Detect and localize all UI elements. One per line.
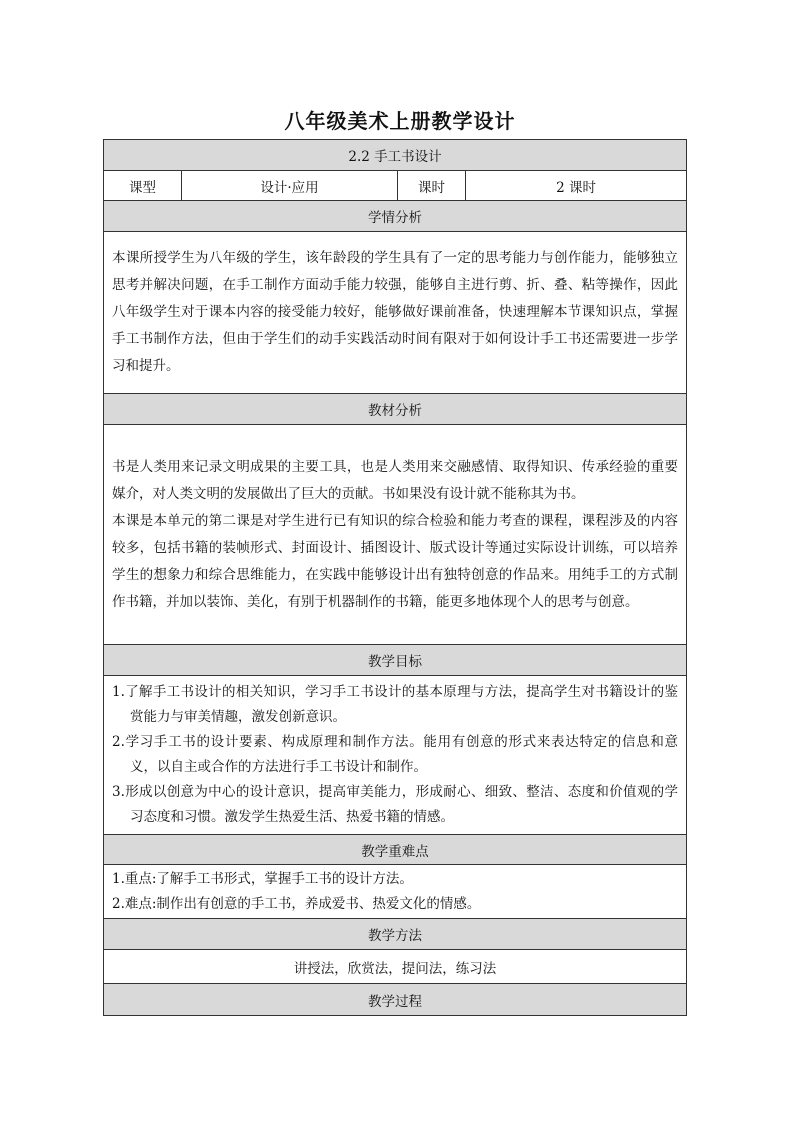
objectives-heading: 教学目标 <box>104 645 687 676</box>
lesson-hours-label: 课时 <box>398 171 466 201</box>
material-analysis-body <box>104 425 687 645</box>
material-analysis-heading: 教材分析 <box>104 394 687 425</box>
objective-item: 1.了解手工书设计的相关知识，学习手工书设计的基本原理与方法，提高学生对书籍设计的鉴赏能力与审美情趣，激发创新意识。 <box>112 684 679 725</box>
key-point-item: 2.难点:制作出有创意的手工书，养成爱书、热爱文化的情感。 <box>112 895 481 912</box>
material-analysis-paragraph: 本课是本单元的第二课是对学生进行已有知识的综合检验和能力考查的课程，课程涉及的内容较多，包括书籍的装帧形式、封面设计、插图设计、版式设计等通过实际设计训练，可以培养学生的想象力和综合思维能力，在实践中能够设计出有独特创意的作品来。用纯手工的方式制作书籍，并加以装饰、美化，有别于机器制作的书籍，能更多地体现个人的思考与创意。 <box>112 512 679 610</box>
learner-analysis-body <box>104 232 687 394</box>
key-point-item: 1.重点:了解手工书形式，掌握手工书的设计方法。 <box>112 870 413 887</box>
objectives-body <box>104 676 687 835</box>
objective-item: 2.学习手工书的设计要素、构成原理和制作方法。能用有创意的形式来表达特定的信息和意义，以自主或合作的方法进行手工书设计和制作。 <box>112 734 679 775</box>
methods-text: 讲授法，欣赏法，提问法，练习法 <box>104 950 687 984</box>
lesson-type-value: 设计·应用 <box>182 171 398 201</box>
lesson-hours-value: 2 课时 <box>466 171 687 201</box>
learner-analysis-heading: 学情分析 <box>104 201 687 232</box>
lesson-type-label: 课型 <box>104 171 182 201</box>
methods-heading: 教学方法 <box>104 919 687 950</box>
lesson-plan-table <box>103 139 687 1016</box>
key-points-body <box>104 865 687 919</box>
material-analysis-paragraph: 书是人类用来记录文明成果的主要工具，也是人类用来交融感情、取得知识、传承经验的重要媒介，对人类文明的发展做出了巨大的贡献。书如果没有设计就不能称其为书。 <box>112 458 679 502</box>
learner-analysis-text: 本课所授学生为八年级的学生，该年龄段的学生具有了一定的思考能力与创作能力，能够独立思考并解决问题，在手工制作方面动手能力较强，能够自主进行剪、折、叠、粘等操作，因此八年级学生对于课本内容的接受能力较好，能够做好课前准备，快速理解本节课知识点，掌握手工书制作方法，但由于学生们的动手实践活动时间有限对于如何设计手工书还需要进一步学习和提升。 <box>112 250 679 374</box>
document-title: 八年级美术上册教学设计 <box>284 109 516 133</box>
process-heading: 教学过程 <box>104 984 687 1016</box>
lesson-name-header: 2.2 手工书设计 <box>104 140 687 171</box>
objective-item: 3.形成以创意为中心的设计意识，提高审美能力，形成耐心、细致、整洁、态度和价值观的学习态度和习惯。激发学生热爱生活、热爱书籍的情感。 <box>112 784 679 825</box>
key-points-heading: 教学重难点 <box>104 835 687 865</box>
